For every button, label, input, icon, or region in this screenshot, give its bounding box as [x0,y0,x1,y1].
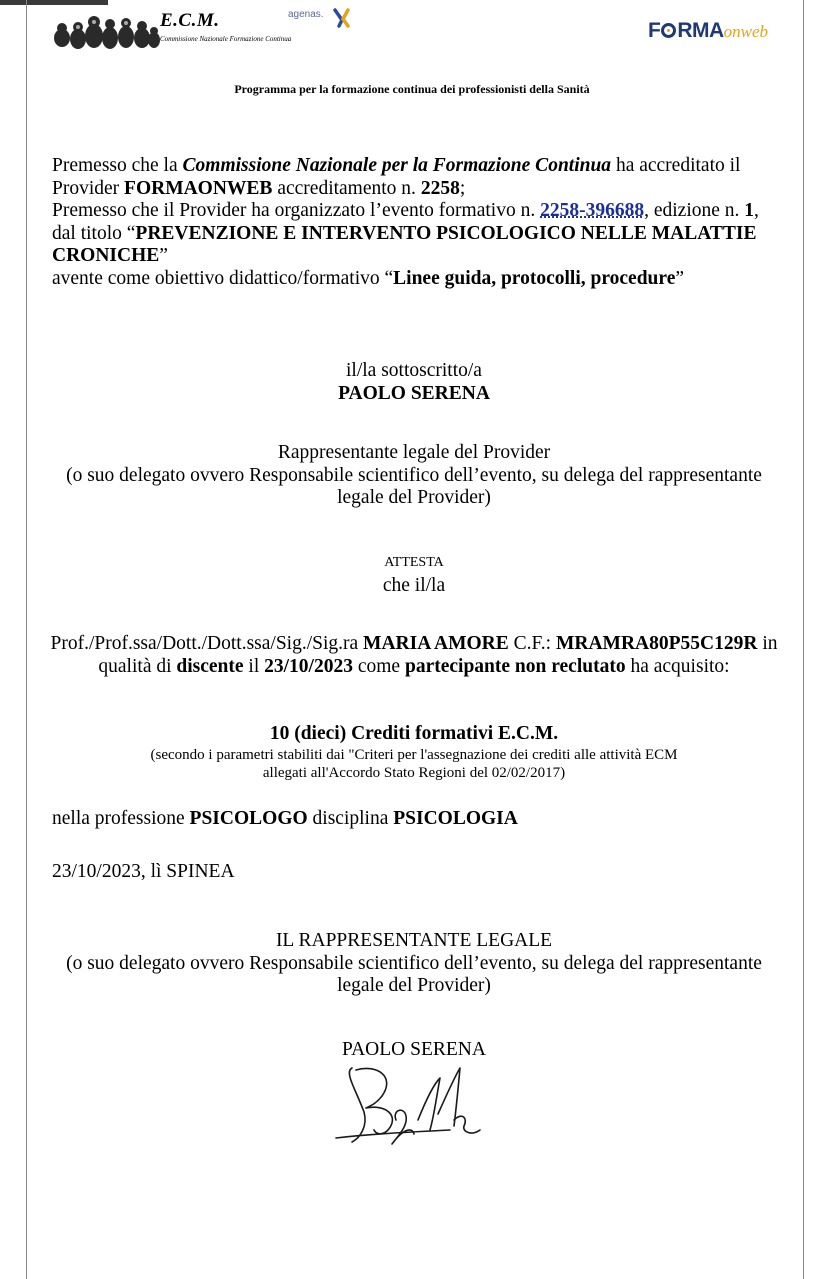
premise-text: , dal titolo “ [52,200,759,244]
participant-text: come [352,655,405,677]
participant-quality: discente [176,655,244,677]
accreditation-number: 2258 [420,177,460,199]
attesta-che: che il/la [382,574,446,596]
participant-name: MARIA AMORE [363,633,509,654]
legal-rep-name: PAOLO SERENA [342,1039,486,1060]
attesta-block [40,552,788,597]
signatory-block [40,360,788,405]
event-objective: Linee guida, protocolli, procedure [393,267,676,289]
document-header [50,6,780,52]
legal-rep-delegate: (o suo delegato ovvero Responsabile scientifico dell’evento, su delega del rappresentante legale del Provider) [66,952,762,996]
ecm-title: E.C.M. [160,10,220,31]
commission-name: Commissione Nazionale per la Formazione Continua [182,155,612,176]
premise-text: accreditamento n. [272,177,421,199]
place-date: 23/10/2023, lì SPINEA [52,861,235,882]
participant-paragraph [40,633,788,678]
event-title: PREVENZIONE E INTERVENTO PSICOLOGICO NELLE MALATTIE CRONICHE [52,222,757,266]
premise-text: ” [675,267,685,289]
page-border-right [803,0,804,1279]
premise-text: ” [159,245,168,266]
page-border-left [26,0,27,1279]
premise-text: ; [459,177,466,199]
legal-rep-block [40,930,788,998]
forma-letters-rma: RMA [677,19,724,42]
premise-text: , edizione n. [644,200,745,221]
agenas-logo-text: agenas. [288,9,324,20]
forma-o-icon [661,23,676,38]
profession-line [52,808,782,831]
role-delegate: (o suo delegato ovvero Responsabile scientifico dell’evento, su delega del rappresentante legale del Provider) [66,464,762,508]
forma-web-text: onweb [723,22,769,41]
agenas-x-mark-icon [332,8,352,28]
top-tab [0,0,108,5]
premise-text: avente come obiettivo didattico/formativo “ [52,267,394,289]
edition-number: 1 [744,200,755,221]
attesta-label: ATTESTA [384,555,444,570]
forma-letter-f: F [648,19,661,42]
participant-text: in qualità di [98,633,778,677]
formaonweb-logo [648,19,768,43]
credits-main: 10 (dieci) Crediti formativi E.C.M. [269,723,559,744]
signatory-label: il/la sottoscritto/a [346,360,482,381]
role-title: Rappresentante legale del Provider [277,442,551,463]
premise-text: Premesso che il Provider ha organizzato l’evento formativo n. [52,200,541,221]
handwritten-signature [330,1060,500,1160]
ecm-subtitle: Commissione Nazionale Formazione Continua [160,35,292,43]
legal-rep-name-block [40,1039,788,1062]
participant-status: partecipante non reclutato [404,655,626,677]
discipline-value: PSICOLOGIA [393,808,518,829]
provider-name: FORMAONWEB [124,177,273,199]
program-heading: Programma per la formazione continua dei professionisti della Sanità [234,82,590,96]
profession-text: disciplina [307,808,394,829]
participant-date: 23/10/2023 [264,655,353,677]
event-code-link[interactable]: 2258-396688 [540,200,645,221]
participant-text: Prof./Prof.ssa/Dott./Dott.ssa/Sig./Sig.ra [50,633,364,654]
role-block [40,442,788,510]
participant-text: C.F.: [508,633,556,654]
profession-value: PSICOLOGO [189,808,308,829]
credits-block [40,723,788,782]
premise-paragraph [52,155,782,290]
premise-text: ha accreditato il Provider [52,155,741,199]
ecm-people-logo [52,8,160,50]
profession-text: nella professione [52,808,190,829]
participant-fiscal-code: MRAMRA80P55C129R [555,633,758,654]
legal-rep-title: IL RAPPRESENTANTE LEGALE [275,930,553,951]
signatory-name: PAOLO SERENA [338,382,490,404]
participant-text: ha acquisito: [625,655,730,677]
premise-text: Premesso che la [52,155,183,176]
credits-note: (secondo i parametri stabiliti dai "Criteri per l'assegnazione dei crediti alle attività ECM allegati all'Accordo Stato Regioni del 02/02/2017) [150,746,678,781]
participant-text: il [243,655,265,677]
